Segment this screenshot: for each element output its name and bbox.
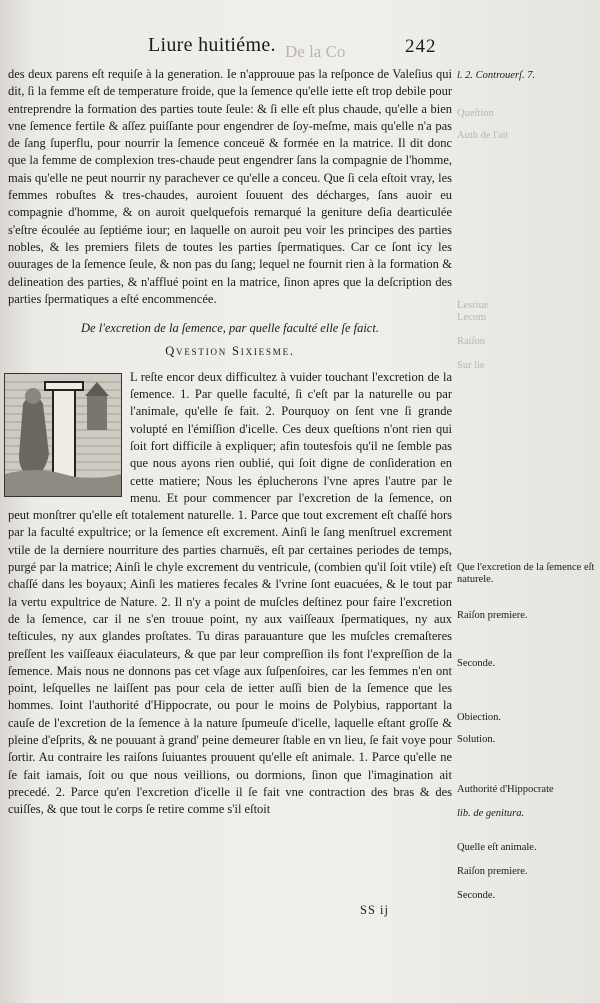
margin-note-authorite: Authorité d'Hippocrate [457, 784, 554, 795]
section-title: De l'excretion de la ſemence, par quelle faculté elle ſe faict. [81, 321, 379, 336]
page-number: 242 [405, 36, 437, 57]
margin-note-animale: Quelle eſt animale. [457, 842, 537, 853]
margin-note-excretion: Que l'excretion de la ſemence eſt naturele. [457, 562, 595, 585]
faint-margin-note: Auth de l'ait [457, 130, 509, 141]
margin-note-solution: Solution. [457, 734, 496, 745]
woodcut-initial-figure [5, 374, 121, 496]
margin-note-seconde: Seconde. [457, 658, 496, 669]
main-text [8, 66, 452, 818]
paragraph-2: L reſte encor deux difficultez à vuider touchant l'excretion de la ſemence. 1. Par quelle faculté, ſi c'eſt par la naturelle ou par l'animale, qu'elle ſe fait. 2. Pourquoy on ſent vne ſi grande volupté en l'émiſſion d'icelle. Ces deux queſtions n'ont rien qui ſoit fort difficile à expliquer; afin toutesfois qu'il ne ſemble pas que nous ayons rien oublié, qui ſoit digne de conſideration en cette matiere; Nous les éplucherons l'vne apres l'autre par le menu. Et pour commencer par l'excretion de la ſemence, on peut monſtrer qu'elle eſt totalement naturelle. 1. Parce que tout excrement eſt chaſſé hors par la faculté expultrice; or la ſemence eſt excrement. Ainſi le ſang menſtruel excrement vtile de la derniere nourriture des parties charnuës, eſt par certaines periodes de temps, purgé par la matrice; Ainſi le chyle excrement du ventricule, (combien qu'il ſoit vtile) eſt chaſſé dans les boyaux; Ainſi les matieres fecales & l'vrine ſont euacuées, & le tout par la vertu expultrice de Nature. 2. Il n'y a point de muſcles deſtinez pour faire l'excretion de la ſemence, car il ne s'en trouue point, ny aux vaiſſeaux ſpermatiques, ny aux teſticules, ny aux glandes proſtates. Tu diras parauanture que les muſcles cremaſteres preſſent les vaiſſeaux éiaculateurs, & que par leur compreſſion ils font l'expreſſion de la ſemence. Mais nous ne donnons pas cet vſage aux ſuſpenſoires, car les femmes n'en ont point, leſquelles ne laiſſent pas pour cela de ietter auſſi bien de la ſemence que les hommes. Ioint l'authorité d'Hippocrate, ou pour le moins de Polybius, rapportant la cauſe de l'excretion de la ſemence à la nature ſpumeuſe d'icelle, laquelle eſtant groſſe & pleine d'eſprits, & ne pouuant à grand' peine demeurer ſtable en vn lieu, ſe fait voye pour ſortir. Au contraire les raiſons ſuiuantes prouuent qu'elle eſt animale. 1. Parce qu'elle ne ſe fait iamais, ſoit ou que nous veillions, ou dormions, ſinon que l'imagination ait precedé. 2. Parce qu'en l'excretion d'icelle il ſe fait vne contraction des bras & des cuiſſes, & que tout le corps ſe retire comme s'il eſtoit [8, 369, 452, 817]
margin-note-controverse: l. 2. Controuerſ. 7. [457, 70, 536, 81]
faint-margin-note: Lesriue [457, 300, 489, 311]
faint-margin-note: Lecom [457, 312, 487, 323]
signature-mark: SS ij [360, 903, 389, 917]
margin-note-raison-premiere: Raiſon premiere. [457, 610, 528, 621]
margin-note-raison-premiere-2: Raiſon premiere. [457, 866, 528, 877]
faint-margin-note: Queſtion [457, 108, 494, 119]
question-title: Qvestion Sixiesme. [165, 344, 295, 359]
margin-note-objection: Obiection. [457, 712, 502, 723]
faint-margin-note: Raiſon [457, 336, 485, 347]
margin-notes [457, 0, 597, 1003]
woodcut-initial-image [4, 373, 122, 497]
bleed-through-text: De la Co [285, 42, 346, 61]
margin-note-lib-genitura: lib. de genitura. [457, 808, 525, 819]
paragraph-1: des deux parens eſt requiſe à la generation. Ie n'approuue pas la reſponce de Valeſius qui dit, ſi la femme eſt de temperature froide, que la ſemence qu'elle iette eſt trop debile pour entreprendre la formation des parties toute ſeule: & ſi elle eſt plus chaude, qu'elle a bien vne ſemence fertile & aſſez puiſſante pour engendrer de ſoy-meſme, mais qu'elle n'a pas de ſang ſuperflu, pour nourrir la ſemence conceuë & formée en la matrice. Il dit donc que la femme de complexion tres-chaude peut engendrer ſans la compagnie de l'homme, mais qu'elle ne peut nourrir ny parachever ce qu'elle a conceu. Que ſi cela eſtoit vray, les femmes robuſtes & tres-chaudes, auroient ſouuent des décharges, ſans auoir eu compagnie d'homme, & on auroit quelquefois remarqué la geniture deſia dearticulée s'eſtre écoulée au ſeptiéme iour; en laquelle on auroit peu voir les principes des parties nobles, & les premiers filets de toutes les parties ſpermatiques. Car ce ſont icy les ouurages de la ſemence ſeule, & non pas du ſang; lequel ne fournit rien à la formation & delineation des parties, & n'afflué point en la matrice, ſinon apres que la deſcription des parties ſpermatiques a eſté encommencée. [8, 67, 452, 306]
running-head: Liure huitiéme. [148, 34, 276, 56]
margin-note-seconde-2: Seconde. [457, 890, 496, 901]
faint-margin-note: Sur lie [457, 360, 485, 371]
